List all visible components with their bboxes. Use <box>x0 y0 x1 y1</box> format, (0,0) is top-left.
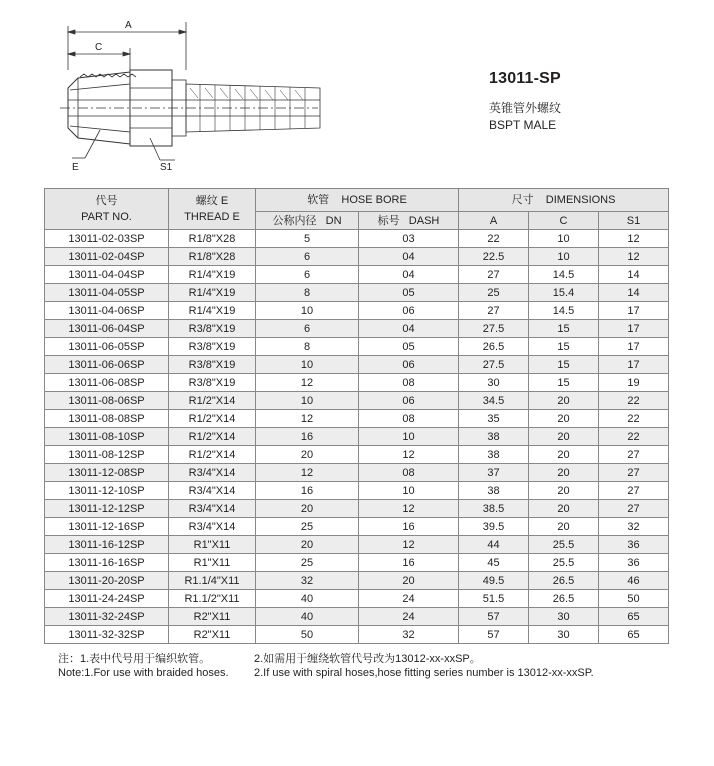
table-cell: 27 <box>599 464 669 482</box>
table-cell: 32 <box>256 572 359 590</box>
table-cell: 14 <box>599 266 669 284</box>
table-cell: 27 <box>599 482 669 500</box>
table-cell: R1.1/2"X11 <box>169 590 256 608</box>
table-row <box>45 284 669 302</box>
table-cell: 36 <box>599 554 669 572</box>
table-row <box>45 590 669 608</box>
table-cell: 12 <box>599 230 669 248</box>
table-cell: 13011-06-05SP <box>45 338 169 356</box>
table-cell: 6 <box>256 266 359 284</box>
table-cell: R1/4"X19 <box>169 302 256 320</box>
table-cell: 50 <box>256 626 359 644</box>
table-cell: 57 <box>459 626 529 644</box>
table-cell: R1/8"X28 <box>169 230 256 248</box>
header-thread: 螺纹 E THREAD E <box>169 189 256 230</box>
table-cell: R3/4"X14 <box>169 464 256 482</box>
table-row <box>45 428 669 446</box>
table-cell: 22 <box>599 392 669 410</box>
table-cell: 20 <box>256 500 359 518</box>
table-cell: 25 <box>256 554 359 572</box>
table-cell: 14.5 <box>529 266 599 284</box>
table-cell: 10 <box>256 356 359 374</box>
table-cell: R1"X11 <box>169 554 256 572</box>
table-cell: 38 <box>459 446 529 464</box>
table-cell: 27 <box>599 500 669 518</box>
table-cell: 13011-20-20SP <box>45 572 169 590</box>
table-cell: 17 <box>599 338 669 356</box>
table-cell: 35 <box>459 410 529 428</box>
spec-table <box>44 188 669 644</box>
table-cell: 10 <box>359 482 459 500</box>
table-cell: 27.5 <box>459 320 529 338</box>
table-cell: 13011-02-03SP <box>45 230 169 248</box>
table-cell: 10 <box>256 392 359 410</box>
table-cell: 13011-08-12SP <box>45 446 169 464</box>
table-cell: 38.5 <box>459 500 529 518</box>
table-cell: 10 <box>359 428 459 446</box>
table-cell: R2"X11 <box>169 608 256 626</box>
table-row <box>45 572 669 590</box>
table-cell: 13011-08-06SP <box>45 392 169 410</box>
table-cell: 22 <box>459 230 529 248</box>
table-cell: 16 <box>359 518 459 536</box>
note-cn-2: 2.如需用于缠绕软管代号改为13012-xx-xxSP。 <box>254 653 481 665</box>
table-cell: 24 <box>359 590 459 608</box>
table-cell: 20 <box>529 410 599 428</box>
dim-s1-label: S1 <box>160 162 173 173</box>
header-dimensions: 尺寸 DIMENSIONS <box>459 189 669 212</box>
table-cell: 65 <box>599 626 669 644</box>
table-row <box>45 536 669 554</box>
fitting-drawing <box>40 8 330 173</box>
table-cell: 13011-06-04SP <box>45 320 169 338</box>
dim-c-label: C <box>95 42 103 53</box>
table-cell: 13011-06-08SP <box>45 374 169 392</box>
table-cell: 40 <box>256 608 359 626</box>
table-cell: 22 <box>599 410 669 428</box>
table-cell: 06 <box>359 302 459 320</box>
table-cell: 6 <box>256 248 359 266</box>
table-cell: 8 <box>256 284 359 302</box>
product-title-block <box>489 70 561 134</box>
notes <box>58 652 594 680</box>
table-cell: 37 <box>459 464 529 482</box>
table-cell: 26.5 <box>529 590 599 608</box>
table-cell: 12 <box>359 446 459 464</box>
table-cell: 20 <box>529 392 599 410</box>
table-cell: 13011-16-12SP <box>45 536 169 554</box>
table-cell: R1/8"X28 <box>169 248 256 266</box>
table-cell: 30 <box>529 626 599 644</box>
table-row <box>45 374 669 392</box>
table-cell: 46 <box>599 572 669 590</box>
table-cell: 13011-16-16SP <box>45 554 169 572</box>
table-cell: 12 <box>256 410 359 428</box>
table-cell: 20 <box>256 536 359 554</box>
table-cell: R1/4"X19 <box>169 266 256 284</box>
table-cell: 15 <box>529 320 599 338</box>
product-name-en: BSPT MALE <box>489 118 557 132</box>
table-cell: 14.5 <box>529 302 599 320</box>
table-cell: 32 <box>359 626 459 644</box>
table-cell: 12 <box>256 464 359 482</box>
table-cell: 12 <box>359 500 459 518</box>
table-cell: 04 <box>359 266 459 284</box>
table-cell: 5 <box>256 230 359 248</box>
table-cell: 13011-08-10SP <box>45 428 169 446</box>
table-row <box>45 356 669 374</box>
table-cell: 22 <box>599 428 669 446</box>
table-cell: R1.1/4"X11 <box>169 572 256 590</box>
table-cell: 27 <box>599 446 669 464</box>
table-cell: 20 <box>529 518 599 536</box>
table-cell: 16 <box>359 554 459 572</box>
table-cell: 13011-24-24SP <box>45 590 169 608</box>
header-part-no: 代号 PART NO. <box>45 189 169 230</box>
table-cell: 10 <box>256 302 359 320</box>
table-cell: 20 <box>256 446 359 464</box>
table-row <box>45 482 669 500</box>
table-cell: 30 <box>529 608 599 626</box>
table-body <box>45 230 669 644</box>
table-row <box>45 302 669 320</box>
table-cell: 20 <box>529 428 599 446</box>
note-en-1: Note:1.For use with braided hoses. <box>58 667 229 679</box>
table-cell: 13011-02-04SP <box>45 248 169 266</box>
table-cell: 38 <box>459 428 529 446</box>
header-dn: 公称内径 DN <box>256 212 359 230</box>
table-cell: 65 <box>599 608 669 626</box>
table-cell: 05 <box>359 284 459 302</box>
table-cell: 17 <box>599 356 669 374</box>
table-cell: 20 <box>529 446 599 464</box>
table-cell: 6 <box>256 320 359 338</box>
table-cell: 13011-04-04SP <box>45 266 169 284</box>
table-row <box>45 338 669 356</box>
table-cell: 45 <box>459 554 529 572</box>
table-cell: 12 <box>256 374 359 392</box>
table-cell: 27.5 <box>459 356 529 374</box>
table-cell: 39.5 <box>459 518 529 536</box>
table-cell: R1"X11 <box>169 536 256 554</box>
table-row <box>45 500 669 518</box>
note-en-2: 2.If use with spiral hoses,hose fitting series number is 13012-xx-xxSP. <box>254 667 594 679</box>
table-cell: 13011-04-05SP <box>45 284 169 302</box>
table-cell: 20 <box>529 500 599 518</box>
table-row <box>45 446 669 464</box>
table-row <box>45 464 669 482</box>
table-cell: 40 <box>256 590 359 608</box>
table-cell: 25 <box>256 518 359 536</box>
table-cell: R3/8"X19 <box>169 374 256 392</box>
dim-e-label: E <box>72 162 79 173</box>
table-cell: R3/8"X19 <box>169 356 256 374</box>
table-cell: 25.5 <box>529 554 599 572</box>
table-cell: R1/2"X14 <box>169 428 256 446</box>
table-cell: 17 <box>599 302 669 320</box>
table-cell: 34.5 <box>459 392 529 410</box>
table-cell: R1/2"X14 <box>169 410 256 428</box>
table-cell: 12 <box>359 536 459 554</box>
table-cell: 15 <box>529 338 599 356</box>
table-cell: 04 <box>359 320 459 338</box>
table-cell: 10 <box>529 230 599 248</box>
table-cell: 15 <box>529 374 599 392</box>
table-cell: 13011-12-16SP <box>45 518 169 536</box>
table-row <box>45 392 669 410</box>
table-cell: 36 <box>599 536 669 554</box>
table-cell: 15 <box>529 356 599 374</box>
table-cell: 13011-32-24SP <box>45 608 169 626</box>
table-cell: 14 <box>599 284 669 302</box>
table-cell: 20 <box>359 572 459 590</box>
table-cell: 13011-32-32SP <box>45 626 169 644</box>
table-cell: R2"X11 <box>169 626 256 644</box>
table-cell: 26.5 <box>459 338 529 356</box>
table-cell: 26.5 <box>529 572 599 590</box>
table-cell: 51.5 <box>459 590 529 608</box>
table-cell: 13011-06-06SP <box>45 356 169 374</box>
table-cell: 13011-12-10SP <box>45 482 169 500</box>
table-row <box>45 320 669 338</box>
table-cell: R1/4"X19 <box>169 284 256 302</box>
table-cell: 08 <box>359 374 459 392</box>
table-cell: 30 <box>459 374 529 392</box>
table-cell: R3/4"X14 <box>169 500 256 518</box>
product-name-cn: 英锥管外螺纹 <box>489 101 562 115</box>
table-cell: R1/2"X14 <box>169 392 256 410</box>
table-cell: 25.5 <box>529 536 599 554</box>
table-row <box>45 518 669 536</box>
header-hose-bore: 软管 HOSE BORE <box>256 189 459 212</box>
table-row <box>45 230 669 248</box>
table-cell: 50 <box>599 590 669 608</box>
table-cell: 16 <box>256 428 359 446</box>
table-cell: 10 <box>529 248 599 266</box>
table-cell: 08 <box>359 464 459 482</box>
table-cell: 08 <box>359 410 459 428</box>
header-a: A <box>459 212 529 230</box>
table-cell: 20 <box>529 482 599 500</box>
table-cell: R1/2"X14 <box>169 446 256 464</box>
table-cell: 04 <box>359 248 459 266</box>
table-cell: 20 <box>529 464 599 482</box>
table-cell: R3/8"X19 <box>169 338 256 356</box>
table-cell: 19 <box>599 374 669 392</box>
table-row <box>45 554 669 572</box>
table-cell: 27 <box>459 266 529 284</box>
table-cell: 13011-08-08SP <box>45 410 169 428</box>
table-cell: R3/8"X19 <box>169 320 256 338</box>
table-cell: 15.4 <box>529 284 599 302</box>
note-cn-1: 注：1.表中代号用于编织软管。 <box>58 653 211 665</box>
table-row <box>45 248 669 266</box>
product-model: 13011-SP <box>489 70 561 87</box>
table-cell: 06 <box>359 356 459 374</box>
dim-a-label: A <box>125 20 132 31</box>
table-cell: 13011-12-08SP <box>45 464 169 482</box>
table-cell: 57 <box>459 608 529 626</box>
table-cell: 44 <box>459 536 529 554</box>
table-row <box>45 626 669 644</box>
table-cell: 25 <box>459 284 529 302</box>
table-row <box>45 266 669 284</box>
table-cell: 24 <box>359 608 459 626</box>
table-cell: 13011-12-12SP <box>45 500 169 518</box>
table-row <box>45 608 669 626</box>
table-cell: R3/4"X14 <box>169 518 256 536</box>
table-cell: 38 <box>459 482 529 500</box>
header-dash: 标号 DASH <box>359 212 459 230</box>
table-row <box>45 410 669 428</box>
table-cell: 05 <box>359 338 459 356</box>
table-cell: 12 <box>599 248 669 266</box>
table-cell: 06 <box>359 392 459 410</box>
table-cell: 03 <box>359 230 459 248</box>
table-cell: 16 <box>256 482 359 500</box>
header-c: C <box>529 212 599 230</box>
table-cell: 49.5 <box>459 572 529 590</box>
table-cell: 32 <box>599 518 669 536</box>
table-cell: 27 <box>459 302 529 320</box>
header-s1: S1 <box>599 212 669 230</box>
table-cell: 13011-04-06SP <box>45 302 169 320</box>
table-cell: 17 <box>599 320 669 338</box>
table-cell: R3/4"X14 <box>169 482 256 500</box>
table-cell: 22.5 <box>459 248 529 266</box>
table-cell: 8 <box>256 338 359 356</box>
